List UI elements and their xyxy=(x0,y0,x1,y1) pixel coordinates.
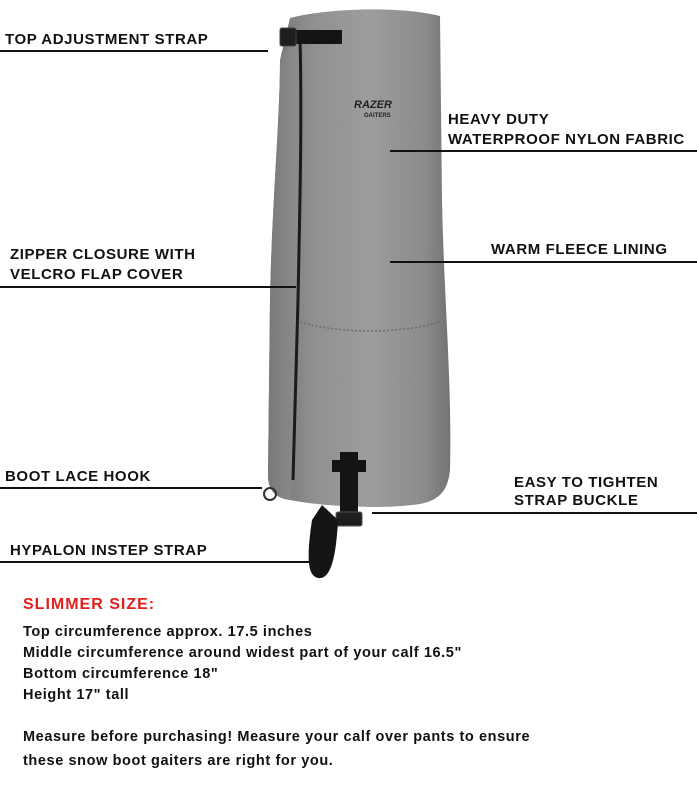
callout-top-strap: TOP ADJUSTMENT STRAP xyxy=(5,31,209,48)
callout-line-fleece xyxy=(390,261,697,263)
note-line2: these snow boot gaiters are right for you. xyxy=(23,753,334,769)
callout-line-buckle xyxy=(372,512,697,514)
callout-line-lace-hook xyxy=(0,487,262,489)
callout-fleece: WARM FLEECE LINING xyxy=(491,241,668,258)
spec-middle-circumference: Middle circumference around widest part of your calf 16.5" xyxy=(23,645,462,661)
spec-height: Height 17" tall xyxy=(23,687,130,703)
callout-line-fabric xyxy=(390,150,697,152)
size-title: SLIMMER SIZE: xyxy=(23,596,156,613)
callout-lace-hook: BOOT LACE HOOK xyxy=(5,468,151,485)
callout-fabric-line1: HEAVY DUTY xyxy=(448,111,550,128)
spec-bottom-circumference: Bottom circumference 18" xyxy=(23,666,219,682)
callout-buckle-line1: EASY TO TIGHTEN xyxy=(514,474,659,491)
callout-instep: HYPALON INSTEP STRAP xyxy=(10,542,208,559)
brand-logo-sub: GAITERS xyxy=(364,113,391,119)
callout-buckle-line2: STRAP BUCKLE xyxy=(514,492,639,509)
note-line1: Measure before purchasing! Measure your calf over pants to ensure xyxy=(23,729,531,745)
brand-logo-main: RAZER xyxy=(354,99,392,111)
lace-hook xyxy=(264,488,276,500)
callout-line-zipper xyxy=(0,286,296,288)
callout-line-top-strap xyxy=(0,50,268,52)
callout-zipper-line1: ZIPPER CLOSURE WITH xyxy=(10,246,196,263)
callout-line-instep xyxy=(0,561,312,563)
top-buckle xyxy=(280,28,296,46)
spec-top-circumference: Top circumference approx. 17.5 inches xyxy=(23,624,313,640)
callout-zipper-line2: VELCRO FLAP COVER xyxy=(10,266,184,283)
instep-strap xyxy=(309,505,338,578)
strap-buckle xyxy=(336,512,362,526)
callout-fabric-line2: WATERPROOF NYLON FABRIC xyxy=(448,131,685,148)
